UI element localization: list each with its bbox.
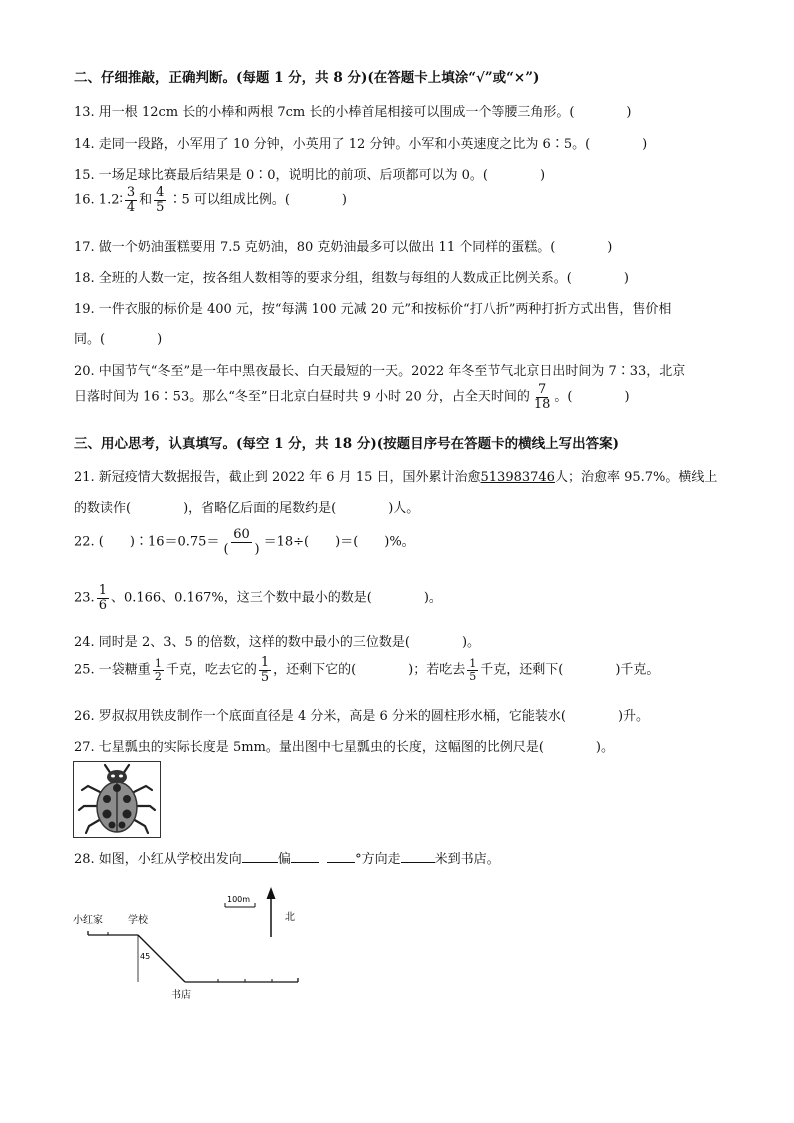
q21-post: 人；治愈率 95.7%。横线上 [554, 470, 718, 485]
numerator: 3 [126, 185, 136, 200]
numerator: 7 [537, 382, 547, 397]
home-label: 小红家 [73, 915, 103, 926]
section3-title: 三、用心思考，认真填写。(每空 1 分，共 18 分)(按题目序号在答题卡的横线上写出答案) [74, 436, 620, 452]
north-arrow-icon [267, 887, 276, 937]
route-map [70, 885, 310, 1005]
q16-pre: 16. 1.2∶ [74, 192, 123, 208]
denominator: 6 [98, 597, 107, 613]
scale-label: 100m [227, 895, 251, 904]
route-ticks [108, 932, 272, 982]
question-16 [74, 186, 347, 214]
denominator: 5 [260, 669, 270, 685]
q16-fraction-1 [125, 186, 137, 214]
q28-blank-angle[interactable] [327, 851, 355, 863]
question-15: 15. 一场足球比赛最后结果是 0∶0，说明比的前项、后项都可以为 0。( ) [74, 168, 546, 183]
q23-post: 、0.166、0.167%，这三个数中最小的数是( )。 [110, 590, 442, 606]
question-20-line2 [74, 383, 630, 411]
q25-fraction-2 [259, 656, 271, 684]
numerator: 4 [156, 185, 165, 200]
north-label: 北 [285, 912, 295, 923]
q23-pre: 23. [74, 590, 95, 606]
question-14: 14. 走同一段路，小军用了 10 分钟，小英用了 12 分钟。小军和小英速度之比为 6∶5。( ) [74, 137, 648, 152]
q22-pre: 22. ( )∶16＝0.75＝ [74, 534, 220, 550]
question-28 [74, 848, 500, 867]
q28-pian: 偏 [277, 852, 291, 867]
denominator: 18 [533, 396, 551, 412]
q16-post: ∶5 可以组成比例。( ) [168, 192, 348, 208]
q16-fraction-2 [154, 186, 166, 214]
question-26: 26. 罗叔叔用铁皮制作一个底面直径是 4 分米，高是 6 分米的圆柱形水桶，它能装水( )升。 [74, 709, 650, 724]
ladybug-icon [74, 762, 160, 837]
denominator: 5 [156, 199, 165, 215]
q20-pre: 日落时间为 16∶53。那么“冬至”日北京白昼时共 9 小时 20 分，占全天时间的 [74, 389, 530, 405]
denominator: 5 [469, 669, 477, 683]
q28-blank-direction[interactable] [242, 851, 278, 863]
q28-blank-distance[interactable] [401, 851, 435, 863]
question-23 [74, 584, 442, 612]
question-19-line1: 19. 一件衣服的标价是 400 元，按“每满 100 元减 20 元”和按标价“打八折”两种打折方式出售，售价相 [74, 302, 672, 317]
question-13: 13. 用一根 12cm 长的小棒和两根 7cm 长的小棒首尾相接可以围成一个等腰三角形。( ) [74, 105, 632, 120]
q20-fraction [532, 383, 553, 411]
question-24: 24. 同时是 2、3、5 的倍数，这样的数中最小的三位数是( )。 [74, 635, 481, 650]
numerator: 60 [233, 527, 250, 542]
denominator: 4 [126, 199, 136, 215]
q25-fraction-3 [467, 658, 478, 682]
q25-post: 千克，还剩下( )千克。 [480, 662, 660, 678]
numerator: 1 [98, 583, 107, 598]
q28-blank-direction-2[interactable] [291, 851, 319, 863]
q28-post: 米到书店。 [434, 852, 500, 867]
school-label: 学校 [128, 915, 148, 926]
numerator: 1 [469, 657, 477, 671]
question-27: 27. 七星瓢虫的实际长度是 5mm。量出图中七星瓢虫的长度，这幅图的比例尺是( )。 [74, 740, 615, 755]
question-18: 18. 全班的人数一定，按各组人数相等的要求分组，组数与每组的人数成正比例关系。( ) [74, 271, 629, 286]
q21-underlined-number: 513983746 [480, 470, 555, 485]
q28-mid: °方向走 [355, 852, 401, 867]
q28-pre: 28. 如图，小红从学校出发向 [74, 852, 242, 867]
q23-fraction [97, 584, 109, 612]
q25-pre: 25. 一袋糖重 [74, 662, 151, 678]
question-21-line1 [74, 466, 717, 485]
denominator: ( ) [223, 541, 260, 557]
ladybug-image [73, 761, 161, 838]
denominator: 2 [154, 669, 162, 683]
q20-post: 。( ) [554, 389, 630, 405]
bookstore-label: 书店 [171, 990, 191, 1001]
question-22 [74, 528, 415, 556]
q25-fraction-1 [153, 658, 164, 682]
q25-mid2: ，还剩下它的( )；若吃去 [273, 662, 466, 678]
question-19-line2: 同。( ) [74, 332, 163, 347]
angle-label: 45 [140, 952, 151, 961]
numerator: 1 [154, 657, 162, 671]
question-20-line1: 20. 中国节气“冬至”是一年中黑夜最长、白天最短的一天。2022 年冬至节气北京日出时间为 7∶33，北京 [74, 364, 686, 379]
question-17: 17. 做一个奶油蛋糕要用 7.5 克奶油，80 克奶油最多可以做出 11 个同样的蛋糕。( ) [74, 240, 613, 255]
q21-pre: 21. 新冠疫情大数据报告，截止到 2022 年 6 月 15 日，国外累计治愈 [74, 470, 481, 485]
numerator: 1 [260, 655, 270, 670]
question-25 [74, 656, 659, 684]
q16-and: 和 [139, 192, 153, 208]
section2-title: 二、仔细推敲，正确判断。(每题 1 分，共 8 分)(在答题卡上填涂“√”或“×”) [74, 70, 540, 86]
question-21-line2: 的数读作( )，省略亿后面的尾数约是( )人。 [74, 501, 420, 516]
q22-post: ＝18÷( )＝( )%。 [263, 534, 415, 550]
q22-fraction [221, 528, 261, 556]
q25-mid1: 千克，吃去它的 [165, 662, 257, 678]
